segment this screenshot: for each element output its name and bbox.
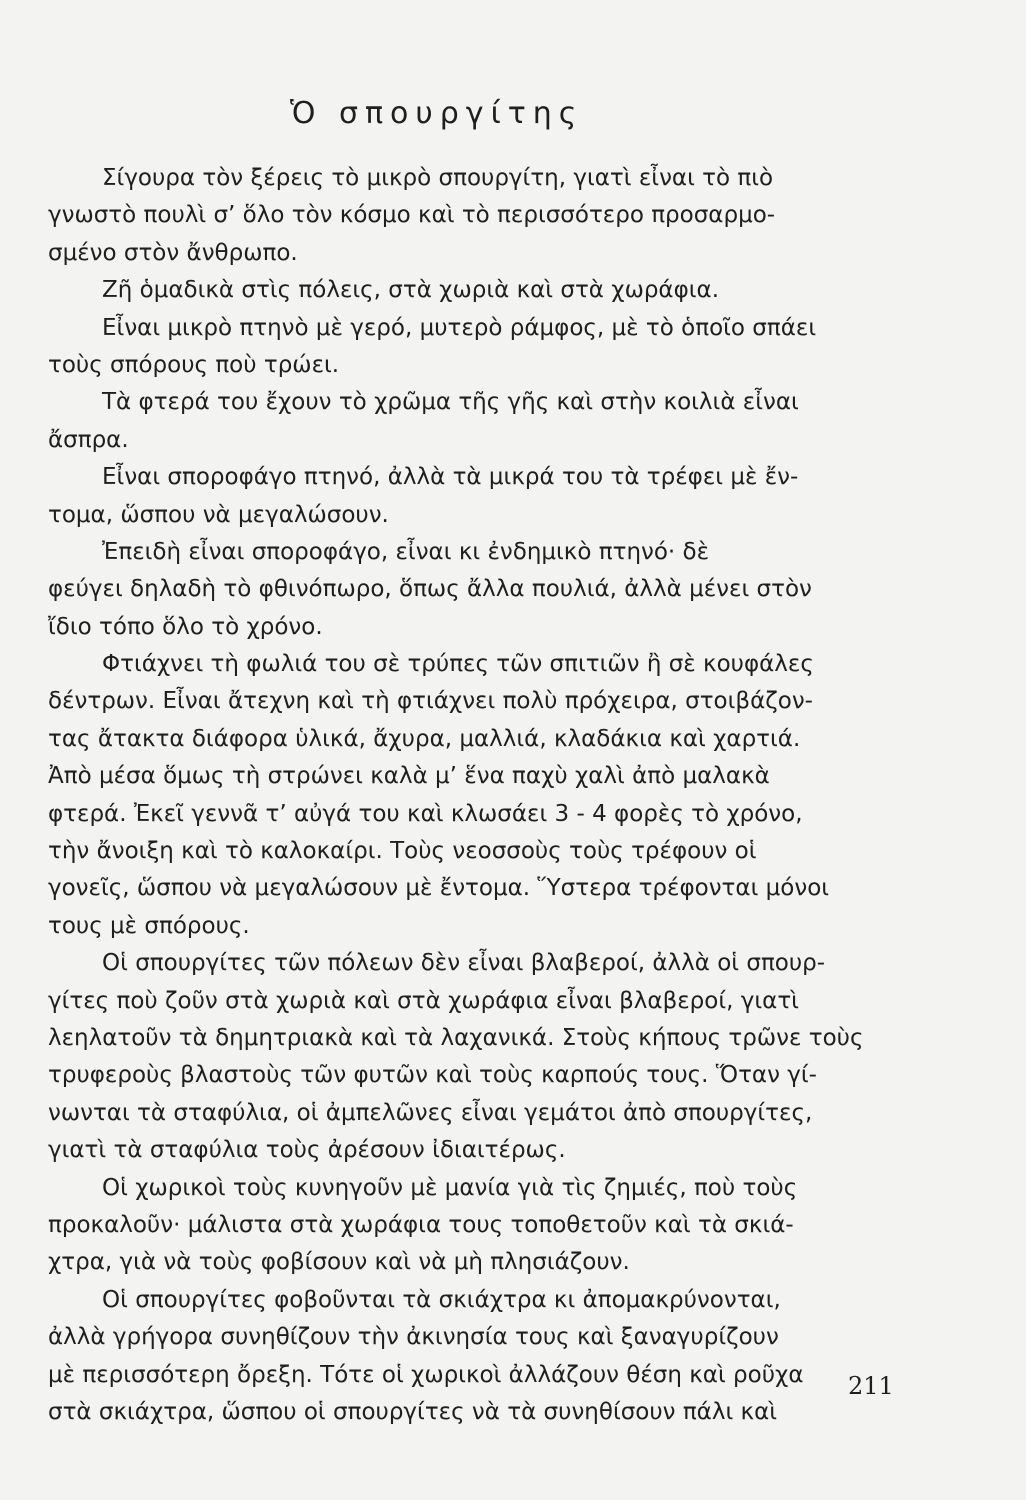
text-line: γονεῖς, ὥσπου νὰ μεγαλώσουν μὲ ἔντομα. Ὕστερα τρέφονται μόνοι (48, 875, 830, 902)
text-line: Ἐπειδὴ εἶναι σποροφάγο, εἶναι κι ἐνδημικὸ πτηνό· δὲ (102, 538, 710, 565)
text-line: γίτες ποὺ ζοῦν στὰ χωριὰ καὶ στὰ χωράφια εἶναι βλαβεροί, γιατὶ (48, 987, 799, 1014)
body-text (48, 160, 898, 1431)
text-line: τρυφεροὺς βλαστοὺς τῶν φυτῶν καὶ τοὺς καρπούς τους. Ὅταν γί- (48, 1062, 817, 1089)
text-line: ἄσπρα. (48, 426, 129, 453)
text-line: Εἶναι σποροφάγο πτηνό, ἀλλὰ τὰ μικρά του τὰ τρέφει μὲ ἔν- (102, 464, 799, 491)
text-line: τους μὲ σπόρους. (48, 912, 250, 939)
text-line: φεύγει δηλαδὴ τὸ φθινόπωρο, ὅπως ἄλλα πουλιά, ἀλλὰ μένει στὸν (48, 576, 812, 603)
text-line: Οἱ σπουργίτες φοβοῦνται τὰ σκιάχτρα κι ἀπομακρύνονται, (102, 1286, 781, 1313)
text-line: Τὰ φτερά του ἔχουν τὸ χρῶμα τῆς γῆς καὶ στὴν κοιλιὰ εἶναι (102, 389, 799, 416)
text-line: Οἱ σπουργίτες τῶν πόλεων δὲν εἶναι βλαβεροί, ἀλλὰ οἱ σπουρ- (102, 950, 826, 977)
text-line: γνωστὸ πουλὶ σ’ ὅλο τὸν κόσμο καὶ τὸ περισσότερο προσαρμο- (48, 202, 776, 229)
text-line: τας ἄτακτα διάφορα ὑλικά, ἄχυρα, μαλλιά, κλαδάκια καὶ χαρτιά. (48, 725, 801, 752)
text-line: φτερά. Ἐκεῖ γεννᾶ τ’ αὐγά του καὶ κλωσάει 3 - 4 φορὲς τὸ χρόνο, (48, 800, 803, 827)
text-line: τοὺς σπόρους ποὺ τρώει. (48, 351, 340, 378)
page-number: 211 (848, 1372, 894, 1400)
text-line: ἴδιο τόπο ὅλο τὸ χρόνο. (48, 613, 323, 640)
text-line: στὰ σκιάχτρα, ὥσπου οἱ σπουργίτες νὰ τὰ συνηθίσουν πάλι καὶ (48, 1398, 778, 1425)
text-line: Εἶναι μικρὸ πτηνὸ μὲ γερό, μυτερὸ ράμφος, μὲ τὸ ὁποῖο σπάει (102, 314, 817, 341)
text-line: νωνται τὰ σταφύλια, οἱ ἀμπελῶνες εἶναι γεμάτοι ἀπὸ σπουργίτες, (48, 1099, 813, 1126)
text-line: τομα, ὥσπου νὰ μεγαλώσουν. (48, 501, 389, 528)
text-line: Ζῆ ὁμαδικὰ στὶς πόλεις, στὰ χωριὰ καὶ στὰ χωράφια. (102, 277, 720, 304)
text-line: Φτιάχνει τὴ φωλιά του σὲ τρύπες τῶν σπιτιῶν ἢ σὲ κουφάλες (102, 651, 814, 678)
text-line: προκαλοῦν· μάλιστα στὰ χωράφια τους τοποθετοῦν καὶ τὰ σκιά- (48, 1211, 794, 1238)
text-line: Ἀπὸ μέσα ὅμως τὴ στρώνει καλὰ μ’ ἕνα παχὺ χαλὶ ἀπὸ μαλακὰ (48, 763, 770, 790)
text-line: Σίγουρα τὸν ξέρεις τὸ μικρὸ σπουργίτη, γιατὶ εἶναι τὸ πιὸ (102, 165, 774, 191)
page-title: Ὁ σπουργίτης (290, 96, 584, 131)
text-line: σμένο στὸν ἄνθρωπο. (48, 239, 298, 266)
text-line: Οἱ χωρικοὶ τοὺς κυνηγοῦν μὲ μανία γιὰ τὶς ζημιές, ποὺ τοὺς (102, 1174, 798, 1201)
text-line: μὲ περισσότερη ὄρεξη. Τότε οἱ χωρικοὶ ἀλλάζουν θέση καὶ ροῦχα (48, 1361, 804, 1388)
text-line: γιατὶ τὰ σταφύλια τοὺς ἀρέσουν ἰδιαιτέρως. (48, 1137, 566, 1164)
text-line: λεηλατοῦν τὰ δημητριακὰ καὶ τὰ λαχανικά. Στοὺς κήπους τρῶνε τοὺς (48, 1024, 864, 1051)
text-line: τὴν ἄνοιξη καὶ τὸ καλοκαίρι. Τοὺς νεοσσοὺς τοὺς τρέφουν οἱ (48, 838, 757, 865)
text-line: χτρα, γιὰ νὰ τοὺς φοβίσουν καὶ νὰ μὴ πλησιάζουν. (48, 1249, 630, 1276)
text-line: ἀλλὰ γρήγορα συνηθίζουν τὴν ἀκινησία τους καὶ ξαναγυρίζουν (48, 1324, 779, 1351)
text-line: δέντρων. Εἶναι ἄτεχνη καὶ τὴ φτιάχνει πολὺ πρόχειρα, στοιβάζον- (48, 688, 813, 715)
